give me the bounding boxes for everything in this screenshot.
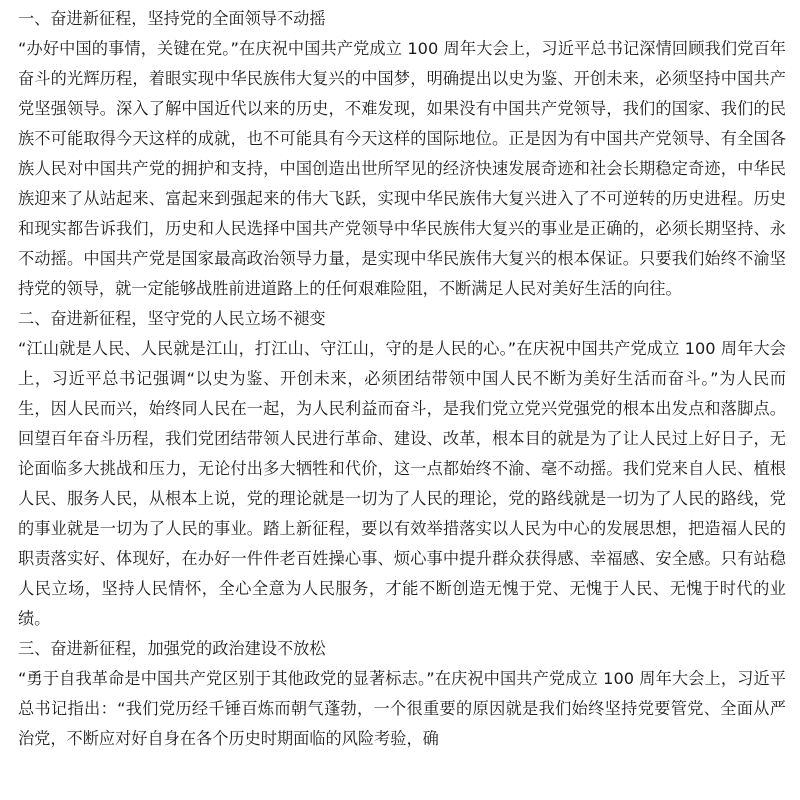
section-2-body: “江山就是人民、人民就是江山，打江山、守江山，守的是人民的心。”在庆祝中国共产党成立 100 周年大会上，习近平总书记强调“以史为鉴、开创未来，必须团结带领中国人民不断为美好生活而奋斗。”为人民而生，因人民而兴，始终同人民在一起，为人民利益而奋斗，是我们党立党兴党强党的根本出发点和落脚点。回望百年奋斗历程，我们党团结带领人民进行革命、建设、改革，根本目的就是为了让人民过上好日子，无论面临多大挑战和压力，无论付出多大牺牲和代价，这一点都始终不渝、毫不动摇。我们党来自人民、植根人民、服务人民，从根本上说，党的理论就是一切为了人民的理论，党的路线就是一切为了人民的路线，党的事业就是一切为了人民的事业。踏上新征程，要以有效举措落实以人民为中心的发展思想，把造福人民的职责落实好、体现好，在办好一件件老百姓操心事、烦心事中提升群众获得感、幸福感、安全感。只有站稳人民立场，坚持人民情怀，全心全意为人民服务，才能不断创造无愧于党、无愧于人民、无愧于时代的业绩。	[18, 339, 786, 628]
section-2	[18, 304, 786, 634]
section-1	[18, 4, 786, 304]
section-3	[18, 634, 786, 754]
section-1-heading: 一、奋进新征程，坚持党的全面领导不动摇	[18, 9, 326, 28]
section-3-heading: 三、奋进新征程，加强党的政治建设不放松	[18, 639, 326, 658]
section-1-body: “办好中国的事情，关键在党。”在庆祝中国共产党成立 100 周年大会上，习近平总书记深情回顾我们党百年奋斗的光辉历程，着眼实现中华民族伟大复兴的中国梦，明确提出以史为鉴、开创未来，必须坚持中国共产党坚强领导。深入了解中国近代以来的历史，不难发现，如果没有中国共产党领导，我们的国家、我们的民族不可能取得今天这样的成就，也不可能具有今天这样的国际地位。正是因为有中国共产党领导、有全国各族人民对中国共产党的拥护和支持，中国创造出世所罕见的经济快速发展奇迹和社会长期稳定奇迹，中华民族迎来了从站起来、富起来到强起来的伟大飞跃，实现中华民族伟大复兴进入了不可逆转的历史进程。历史和现实都告诉我们，历史和人民选择中国共产党领导中华民族伟大复兴的事业是正确的，必须长期坚持、永不动摇。中国共产党是国家最高政治领导力量，是实现中华民族伟大复兴的根本保证。只要我们始终不渝坚持党的领导，就一定能够战胜前进道路上的任何艰难险阻，不断满足人民对美好生活的向往。	[18, 39, 786, 298]
section-2-heading: 二、奋进新征程，坚守党的人民立场不褪变	[18, 309, 326, 328]
section-3-body: “勇于自我革命是中国共产党区别于其他政党的显著标志。”在庆祝中国共产党成立 100 周年大会上，习近平总书记指出：“我们党历经千锤百炼而朝气蓬勃，一个很重要的原因就是我们始终坚持党要管党、全面从严治党，不断应对好自身在各个历史时期面临的风险考验，确	[18, 669, 786, 748]
